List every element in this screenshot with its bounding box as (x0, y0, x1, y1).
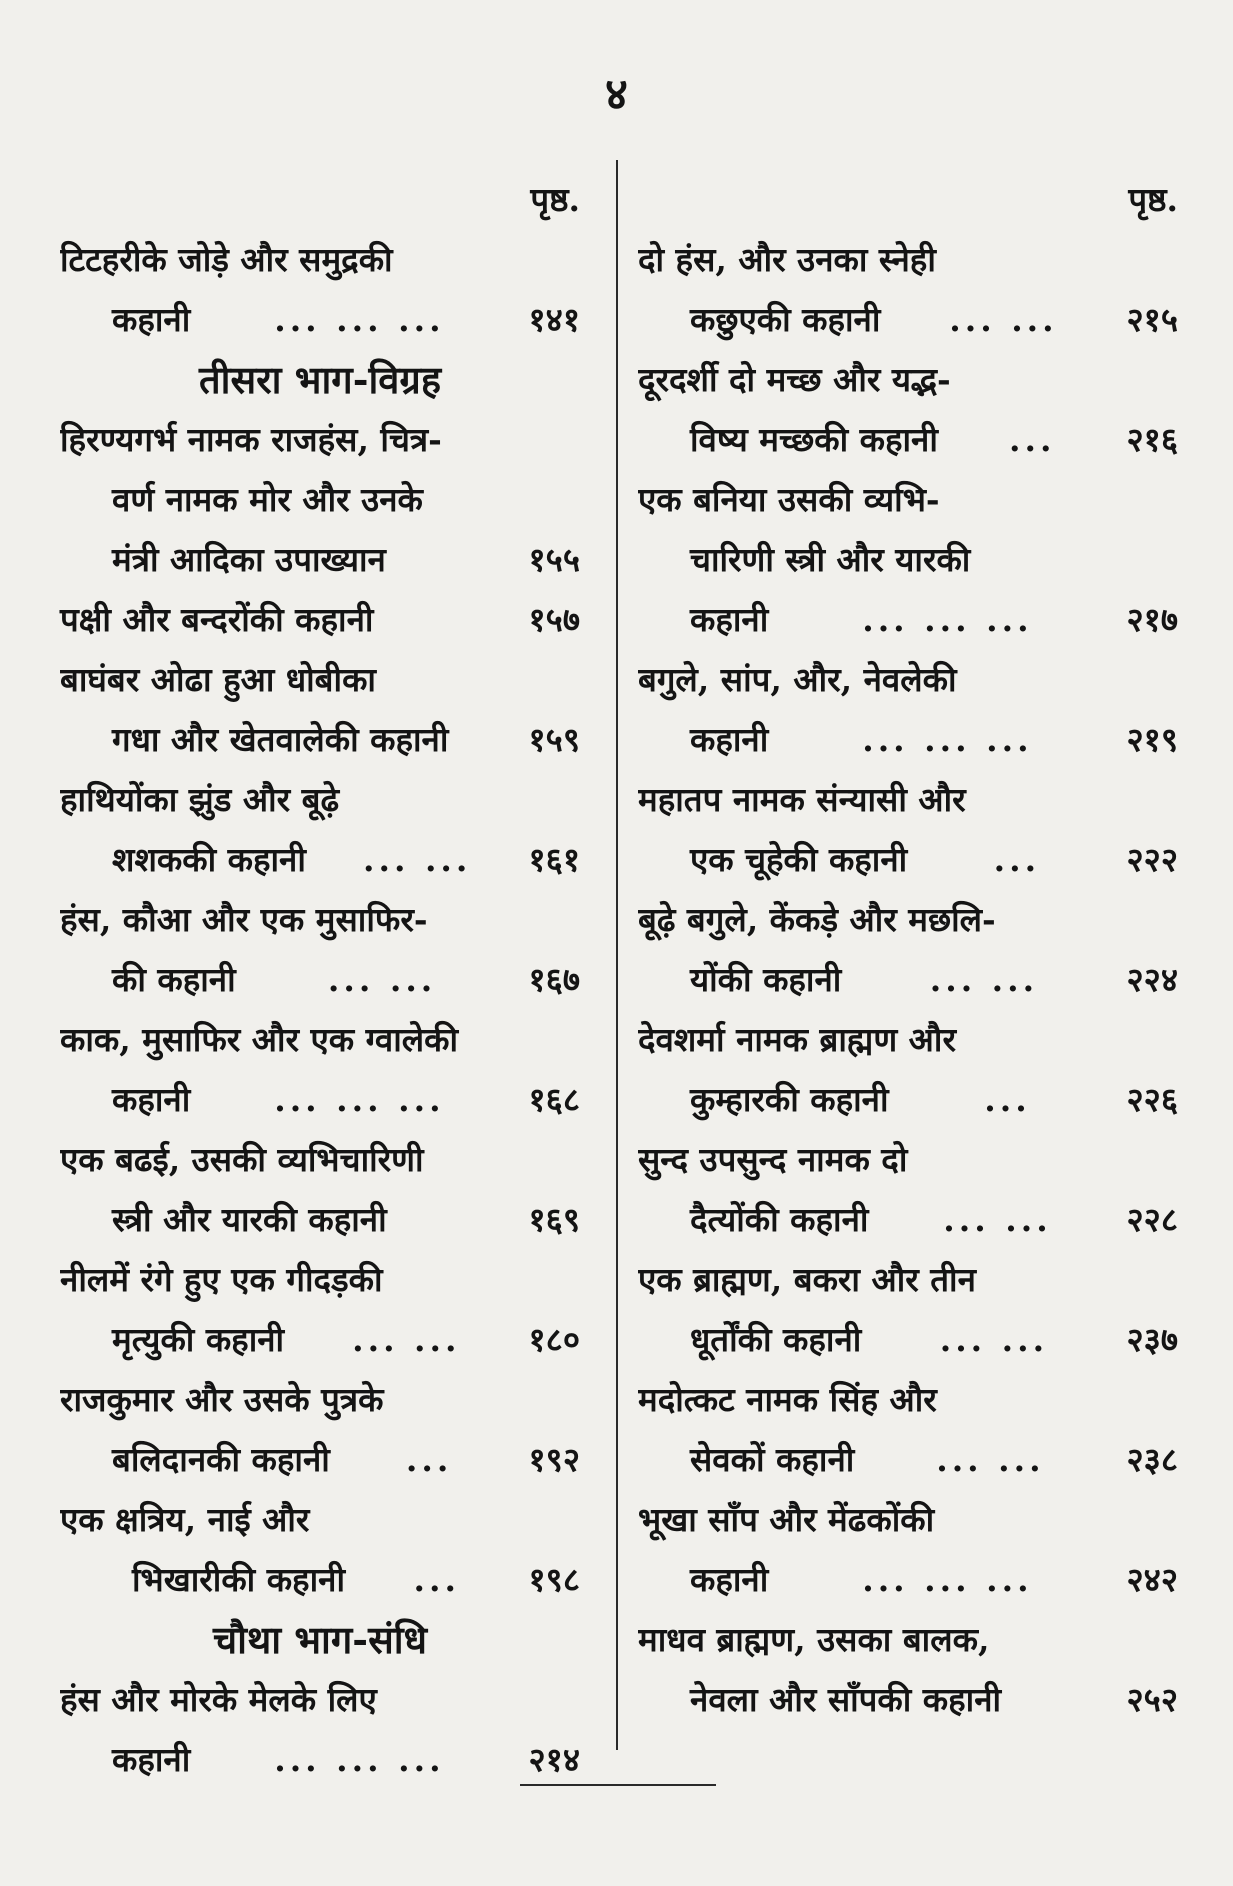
toc-entry (60, 1490, 580, 1610)
toc-entry-line: वर्ण नामक मोर और उनके (112, 480, 423, 519)
toc-entry-last-line (638, 590, 1178, 650)
toc-entry (60, 1370, 580, 1490)
toc-entry-line: बगुले, सांप, और, नेवलेकी (638, 660, 957, 699)
toc-entry-title: कहानी (112, 300, 191, 339)
toc-entry (60, 1250, 580, 1370)
toc-entry-line: बूढ़े बगुले, केंकड़े और मछलि- (638, 900, 996, 939)
toc-entry (60, 1010, 580, 1130)
toc-entry (638, 1490, 1178, 1610)
toc-leader-dots: ... (984, 1080, 1031, 1119)
toc-leader-dots: ... (1008, 420, 1056, 459)
toc-entry-last-line (60, 1310, 580, 1370)
toc-page-number: १८० (528, 1320, 580, 1359)
toc-leader-dots (373, 590, 528, 650)
toc-entry-line: हिरण्यगर्भ नामक राजहंस, चित्र- (60, 420, 442, 459)
toc-leader-dots: ... ... (936, 1440, 1045, 1479)
toc-entry-title: मृत्युकी कहानी (112, 1320, 285, 1359)
toc-leader-dots: ... ... ... (274, 1740, 445, 1779)
toc-entry-line: एक क्षत्रिय, नाई और (60, 1500, 310, 1539)
toc-entry-title: कछुएकी कहानी (690, 300, 881, 339)
toc-entry (60, 1670, 580, 1790)
toc-entry (60, 230, 580, 350)
toc-entry-line: बाघंबर ओढा हुआ धोबीका (60, 660, 376, 699)
right-column (638, 170, 1178, 1730)
column-divider (616, 160, 618, 1750)
toc-leader-dots: ... ... ... (862, 600, 1033, 639)
toc-entry-line: चारिणी स्त्री और यारकी (690, 540, 971, 579)
toc-entry-last-line (638, 1310, 1178, 1370)
toc-entry-last-line (638, 410, 1178, 470)
toc-entry (638, 1610, 1178, 1730)
toc-entry-last-line (60, 1190, 580, 1250)
toc-leader-dots: ... ... (939, 1320, 1049, 1359)
toc-entry-last-line (60, 1430, 580, 1490)
toc-entry-last-line (638, 950, 1178, 1010)
toc-entry (60, 650, 580, 770)
toc-page-number: २१७ (1126, 600, 1178, 639)
toc-page-number: १६७ (528, 960, 580, 999)
toc-entry-line: भूखा साँप और मेंढकोंकी (638, 1500, 935, 1539)
toc-page-number: २२२ (1126, 840, 1178, 879)
toc-leader-dots: ... ... (929, 960, 1039, 999)
section-heading: तीसरा भाग-विग्रह (198, 357, 442, 402)
toc-entry-last-line (60, 290, 580, 350)
toc-leader-dots: ... ... ... (862, 720, 1033, 759)
toc-entry-last-line (638, 1550, 1178, 1610)
toc-page-number: २२४ (1126, 960, 1178, 999)
toc-entry-title: बलिदानकी कहानी (112, 1440, 330, 1479)
toc-entry-last-line (638, 1190, 1178, 1250)
toc-leader-dots: ... ... (943, 1200, 1052, 1239)
toc-leader-dots: ... ... (352, 1320, 461, 1359)
toc-entry-title: योंकी कहानी (690, 960, 842, 999)
section-heading: चौथा भाग-संधि (213, 1617, 427, 1662)
toc-entry (638, 1010, 1178, 1130)
toc-entry-title: गधा और खेतवालेकी कहानी (112, 720, 449, 759)
toc-entry (638, 770, 1178, 890)
toc-entry-line: हंस और मोरके मेलके लिए (60, 1680, 377, 1719)
toc-page-number: १६१ (528, 840, 580, 879)
page-column-header: पृष्ठ. (530, 180, 580, 219)
toc-entry-title: कुम्हारकी कहानी (690, 1080, 889, 1119)
toc-entry-last-line (60, 950, 580, 1010)
right-entries (638, 230, 1178, 1730)
toc-page-number: १५५ (528, 540, 580, 579)
toc-page-number: २४२ (1126, 1560, 1178, 1599)
toc-entry-title: शशककी कहानी (112, 840, 306, 879)
toc-entry (60, 410, 580, 590)
toc-entry-last-line (60, 830, 580, 890)
left-entries (60, 230, 580, 1790)
toc-entry-line: नीलमें रंगे हुए एक गीदड़की (60, 1260, 383, 1299)
toc-page-number: २३८ (1126, 1440, 1178, 1479)
toc-leader-dots: ... ... ... (274, 300, 445, 339)
toc-entry-title: पक्षी और बन्दरोंकी कहानी (60, 600, 374, 639)
toc-entry-last-line (60, 710, 580, 770)
toc-entry-title: विष्य मच्छकी कहानी (690, 420, 938, 459)
toc-leader-dots (386, 530, 529, 590)
toc-entry-title: कहानी (690, 600, 769, 639)
toc-entry-line: देवशर्मा नामक ब्राह्मण और (638, 1020, 956, 1059)
page-column-header: पृष्ठ. (1128, 180, 1178, 219)
toc-entry (60, 770, 580, 890)
toc-leader-dots: ... (413, 1560, 460, 1599)
toc-page-number: १५९ (528, 720, 580, 759)
toc-entry (638, 470, 1178, 650)
toc-leader-dots (387, 1190, 529, 1250)
toc-entry (638, 350, 1178, 470)
bottom-rule (520, 1784, 716, 1786)
toc-entry-title: की कहानी (112, 960, 236, 999)
toc-entry-last-line (638, 710, 1178, 770)
toc-entry (638, 650, 1178, 770)
toc-entry (638, 1130, 1178, 1250)
toc-entry-line: हंस, कौआ और एक मुसाफिर- (60, 900, 428, 939)
toc-entry-line: एक बढई, उसकी व्यभिचारिणी (60, 1140, 424, 1179)
toc-leader-dots: ... ... ... (862, 1560, 1033, 1599)
toc-page-number: २२८ (1126, 1200, 1178, 1239)
page-number: ४ (605, 69, 628, 120)
toc-page-number: १६९ (528, 1200, 580, 1239)
toc-page-number: २१६ (1126, 420, 1178, 459)
toc-entry-line: सुन्द उपसुन्द नामक दो (638, 1140, 908, 1179)
toc-page-number: २२६ (1126, 1080, 1178, 1119)
toc-entry (60, 1130, 580, 1250)
toc-leader-dots: ... (405, 1440, 453, 1479)
toc-entry-title: कहानी (112, 1740, 191, 1779)
toc-entry-title: मंत्री आदिका उपाख्यान (112, 540, 386, 579)
toc-page-number: २१४ (528, 1740, 580, 1779)
toc-entry-title: दैत्योंकी कहानी (690, 1200, 869, 1239)
toc-leader-dots: ... ... (327, 960, 437, 999)
toc-entry (638, 890, 1178, 1010)
toc-entry-last-line (60, 590, 580, 650)
toc-page-number: १९२ (528, 1440, 580, 1479)
toc-leader-dots (448, 710, 528, 770)
toc-entry-line: दूरदर्शी दो मच्छ और यद्भ- (638, 360, 951, 399)
toc-entry-title: स्त्री और यारकी कहानी (112, 1200, 387, 1239)
toc-page-number: २५२ (1126, 1680, 1178, 1719)
left-column (60, 170, 580, 1790)
toc-entry-line: एक बनिया उसकी व्यभि- (638, 480, 940, 519)
toc-leader-dots: ... ... (362, 840, 472, 879)
toc-entry-line: हाथियोंका झुंड और बूढ़े (60, 780, 340, 819)
toc-entry-line: दो हंस, और उनका स्नेही (638, 240, 936, 279)
toc-entry-title: एक चूहेकी कहानी (690, 840, 908, 879)
toc-entry-last-line (638, 1430, 1178, 1490)
toc-page-number: २१९ (1126, 720, 1178, 759)
toc-leader-dots: ... (993, 840, 1041, 879)
toc-entry (60, 590, 580, 650)
toc-entry-last-line (60, 530, 580, 590)
toc-entry-last-line (638, 1070, 1178, 1130)
toc-entry (60, 890, 580, 1010)
toc-page-number: २१५ (1126, 300, 1178, 339)
toc-page-number: १६८ (528, 1080, 580, 1119)
toc-page-number: १९८ (528, 1560, 580, 1599)
toc-entry (638, 1370, 1178, 1490)
toc-entry-last-line (638, 830, 1178, 890)
toc-entry-line: टिटहरीके जोड़े और समुद्रकी (60, 240, 393, 279)
toc-entry-title: कहानी (690, 1560, 769, 1599)
toc-entry-title: कहानी (690, 720, 769, 759)
toc-page-number: १४१ (528, 300, 580, 339)
toc-entry-line: माधव ब्राह्मण, उसका बालक, (638, 1620, 990, 1659)
toc-entry (638, 230, 1178, 350)
toc-entry-line: राजकुमार और उसके पुत्रके (60, 1380, 384, 1419)
toc-page-number: २३७ (1126, 1320, 1178, 1359)
toc-entry-last-line (60, 1730, 580, 1790)
toc-entry-last-line (60, 1070, 580, 1130)
toc-entry-last-line (638, 1670, 1178, 1730)
toc-entry-line: महातप नामक संन्यासी और (638, 780, 966, 819)
toc-entry (638, 1250, 1178, 1370)
toc-entry-line: काक, मुसाफिर और एक ग्वालेकी (60, 1020, 459, 1059)
toc-page-number: १५७ (528, 600, 580, 639)
toc-entry-title: नेवला और साँपकी कहानी (690, 1680, 1002, 1719)
toc-entry-line: मदोत्कट नामक सिंह और (638, 1380, 937, 1419)
toc-entry-last-line (60, 1550, 580, 1610)
toc-entry-last-line (638, 290, 1178, 350)
toc-entry-title: सेवकों कहानी (690, 1440, 855, 1479)
toc-entry-line: एक ब्राह्मण, बकरा और तीन (638, 1260, 976, 1299)
toc-leader-dots (1001, 1670, 1126, 1730)
toc-entry-title: कहानी (112, 1080, 191, 1119)
toc-leader-dots: ... ... ... (274, 1080, 445, 1119)
toc-leader-dots: ... ... (949, 300, 1058, 339)
toc-entry-title: धूर्तोंकी कहानी (690, 1320, 862, 1359)
toc-entry-title: भिखारीकी कहानी (132, 1560, 345, 1599)
